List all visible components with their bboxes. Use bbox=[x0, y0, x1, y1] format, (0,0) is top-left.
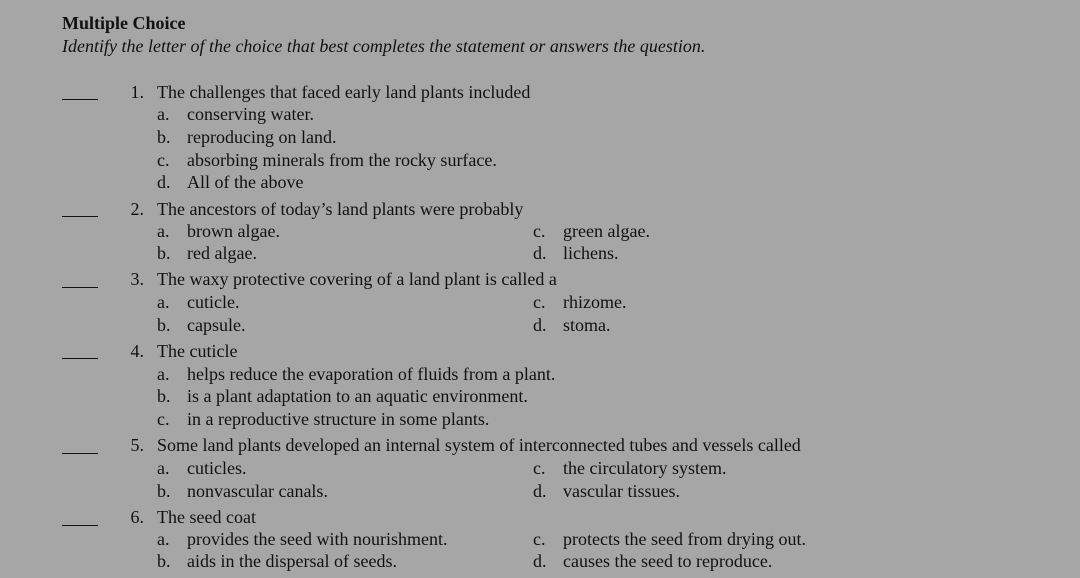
choice-letter: a. bbox=[157, 292, 170, 312]
question-number: 5. bbox=[130, 435, 144, 455]
choice-text: lichens. bbox=[563, 243, 619, 263]
choice-a bbox=[157, 458, 246, 479]
answer-blank-6[interactable] bbox=[62, 525, 98, 526]
choice-text: protects the seed from drying out. bbox=[563, 529, 806, 549]
question-stem: The seed coat bbox=[157, 507, 256, 527]
choice-a bbox=[157, 529, 447, 550]
question-stem: The ancestors of today’s land plants were probably bbox=[157, 199, 524, 219]
choice-text: brown algae. bbox=[187, 221, 280, 241]
choice-text: All of the above bbox=[187, 172, 304, 192]
question-number: 6. bbox=[130, 507, 144, 527]
choice-letter: a. bbox=[157, 458, 170, 478]
choice-letter: a. bbox=[157, 529, 170, 549]
choice-c bbox=[533, 529, 806, 550]
choice-d bbox=[157, 172, 303, 193]
choice-text: helps reduce the evaporation of fluids from a plant. bbox=[187, 364, 556, 384]
question-number: 3. bbox=[130, 269, 144, 289]
answer-blank-2[interactable] bbox=[62, 216, 98, 217]
choice-text: stoma. bbox=[563, 315, 611, 335]
choice-text: aids in the dispersal of seeds. bbox=[187, 551, 397, 571]
choice-letter: c. bbox=[533, 529, 546, 549]
choice-b bbox=[157, 315, 245, 336]
page-title: Multiple Choice bbox=[62, 13, 186, 33]
choice-text: green algae. bbox=[563, 221, 650, 241]
choice-b bbox=[157, 551, 397, 572]
choice-text: cuticle. bbox=[187, 292, 240, 312]
answer-blank-1[interactable] bbox=[62, 99, 98, 100]
choice-a bbox=[157, 104, 314, 125]
choice-d bbox=[533, 481, 680, 502]
choice-text: nonvascular canals. bbox=[187, 481, 328, 501]
choice-letter: c. bbox=[533, 221, 546, 241]
choice-letter: a. bbox=[157, 104, 170, 124]
choice-b bbox=[157, 243, 257, 264]
question-number: 2. bbox=[130, 199, 144, 219]
question-stem: The challenges that faced early land plants included bbox=[157, 82, 531, 102]
choice-letter: c. bbox=[157, 409, 170, 429]
instructions-text: Identify the letter of the choice that best completes the statement or answers the question. bbox=[62, 36, 706, 56]
choice-d bbox=[533, 243, 619, 264]
choice-a bbox=[157, 292, 239, 313]
choice-c bbox=[157, 150, 497, 171]
question-stem: The waxy protective covering of a land plant is called a bbox=[157, 269, 557, 289]
choice-text: absorbing minerals from the rocky surface. bbox=[187, 150, 497, 170]
choice-letter: b. bbox=[157, 127, 171, 147]
choice-b bbox=[157, 481, 328, 502]
choice-letter: b. bbox=[157, 386, 171, 406]
choice-letter: c. bbox=[533, 292, 546, 312]
choice-text: the circulatory system. bbox=[563, 458, 727, 478]
choice-text: red algae. bbox=[187, 243, 257, 263]
choice-letter: a. bbox=[157, 364, 170, 384]
choice-letter: d. bbox=[533, 551, 547, 571]
choice-text: reproducing on land. bbox=[187, 127, 337, 147]
choice-d bbox=[533, 551, 772, 572]
choice-text: cuticles. bbox=[187, 458, 247, 478]
answer-blank-3[interactable] bbox=[62, 287, 98, 288]
choice-text: is a plant adaptation to an aquatic environment. bbox=[187, 386, 528, 406]
choice-text: provides the seed with nourishment. bbox=[187, 529, 448, 549]
choice-letter: c. bbox=[533, 458, 546, 478]
choice-letter: d. bbox=[533, 481, 547, 501]
choice-letter: d. bbox=[533, 315, 547, 335]
choice-letter: b. bbox=[157, 551, 171, 571]
choice-letter: b. bbox=[157, 243, 171, 263]
choice-text: rhizome. bbox=[563, 292, 627, 312]
question-stem: The cuticle bbox=[157, 341, 238, 361]
choice-letter: d. bbox=[157, 172, 171, 192]
answer-blank-4[interactable] bbox=[62, 358, 98, 359]
choice-letter: b. bbox=[157, 315, 171, 335]
choice-b bbox=[157, 127, 336, 148]
choice-letter: c. bbox=[157, 150, 170, 170]
choice-b bbox=[157, 386, 528, 407]
choice-d bbox=[533, 315, 611, 336]
choice-a bbox=[157, 364, 555, 385]
question-stem: Some land plants developed an internal system of interconnected tubes and vessels called bbox=[157, 435, 801, 455]
question-number: 4. bbox=[130, 341, 144, 361]
choice-text: vascular tissues. bbox=[563, 481, 680, 501]
choice-letter: d. bbox=[533, 243, 547, 263]
choice-text: conserving water. bbox=[187, 104, 314, 124]
choice-letter: b. bbox=[157, 481, 171, 501]
choice-c bbox=[533, 458, 726, 479]
choice-text: causes the seed to reproduce. bbox=[563, 551, 773, 571]
choice-c bbox=[533, 221, 650, 242]
choice-a bbox=[157, 221, 280, 242]
choice-c bbox=[157, 409, 489, 430]
choice-c bbox=[533, 292, 626, 313]
choice-text: capsule. bbox=[187, 315, 246, 335]
choice-letter: a. bbox=[157, 221, 170, 241]
choice-text: in a reproductive structure in some plants. bbox=[187, 409, 490, 429]
answer-blank-5[interactable] bbox=[62, 453, 98, 454]
question-number: 1. bbox=[130, 82, 144, 102]
